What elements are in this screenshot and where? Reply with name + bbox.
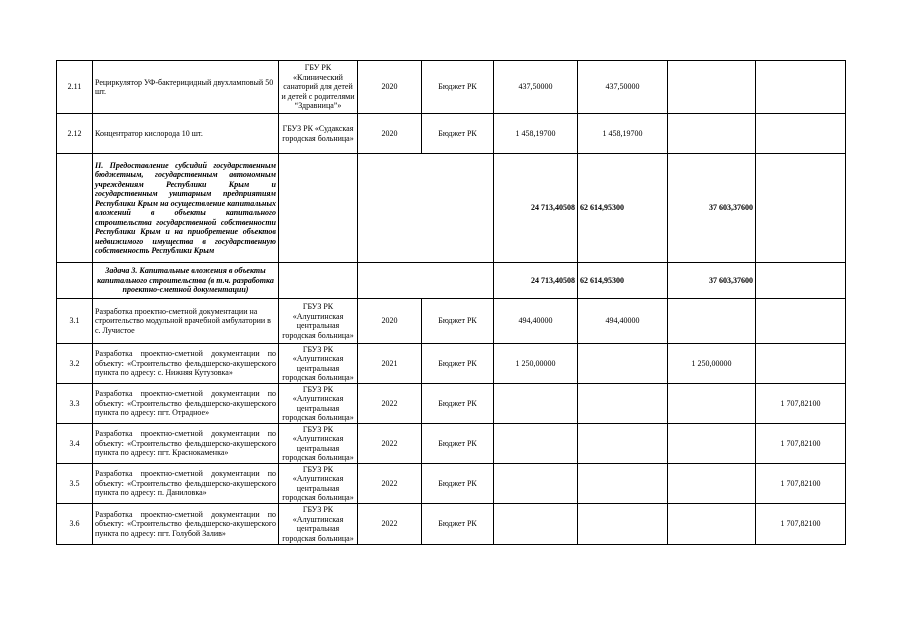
y2020-cell: 437,50000 (578, 61, 668, 114)
executor-org: ГБУЗ РК «Алуштинская центральная городская больница» (279, 344, 358, 384)
year-cell: 2022 (358, 464, 422, 504)
y2020-cell: 494,40000 (578, 299, 668, 344)
row-number: 3.5 (57, 464, 93, 504)
y2021-cell (668, 384, 756, 424)
year-cell: 2020 (358, 61, 422, 114)
funding-source: Бюджет РК (422, 61, 494, 114)
item-name: Разработка проектно-сметной документации на строительство модульной врачебной амбулатории в с. Лучистое (93, 299, 279, 344)
total-cell (494, 464, 578, 504)
table-row (57, 384, 846, 424)
section-total-2020: 24 713,40508 (494, 154, 578, 263)
total-cell: 1 458,19700 (494, 114, 578, 154)
task-total-2020: 24 713,40508 (494, 263, 578, 299)
year-cell: 2021 (358, 344, 422, 384)
year-cell: 2022 (358, 504, 422, 545)
total-cell (494, 384, 578, 424)
item-name: Разработка проектно-сметной документации по объекту: «Строительство фельдшерско-акушерского пункта по адресу: с. Нижняя Кутузовка» (93, 344, 279, 384)
total-cell: 437,50000 (494, 61, 578, 114)
table-row (57, 344, 846, 384)
executor-org: ГБУ РК «Клинический санаторий для детей и детей с родителями “Здравница”» (279, 61, 358, 114)
y2022-cell: 1 707,82100 (756, 424, 846, 464)
y2020-cell (578, 464, 668, 504)
row-number: 3.1 (57, 299, 93, 344)
row-number: 3.4 (57, 424, 93, 464)
item-name: Концентратор кислорода 10 шт. (93, 114, 279, 154)
y2021-cell (668, 114, 756, 154)
task-total-2022: 37 603,37600 (668, 263, 756, 299)
year-cell: 2022 (358, 384, 422, 424)
y2021-cell (668, 61, 756, 114)
section-row (57, 154, 846, 263)
funding-source: Бюджет РК (422, 424, 494, 464)
empty-cell (57, 154, 93, 263)
executor-org: ГБУЗ РК «Алуштинская центральная городская больница» (279, 299, 358, 344)
funding-source: Бюджет РК (422, 384, 494, 424)
funding-source: Бюджет РК (422, 504, 494, 545)
table-row (57, 504, 846, 545)
y2022-cell: 1 707,82100 (756, 384, 846, 424)
empty-cell (756, 154, 846, 263)
empty-cell (279, 154, 358, 263)
y2021-cell (668, 424, 756, 464)
funding-source: Бюджет РК (422, 464, 494, 504)
y2021-cell (668, 299, 756, 344)
total-cell (494, 504, 578, 545)
task-total-2021: 62 614,95300 (578, 263, 668, 299)
year-cell: 2020 (358, 114, 422, 154)
executor-org: ГБУЗ РК «Алуштинская центральная городская больница» (279, 424, 358, 464)
row-number: 3.3 (57, 384, 93, 424)
section-total-2022: 37 603,37600 (668, 154, 756, 263)
task-row (57, 263, 846, 299)
y2022-cell (756, 61, 846, 114)
item-name: Разработка проектно-сметной документации по объекту: «Строительство фельдшерско-акушерского пункта по адресу: пгт. Отрадное» (93, 384, 279, 424)
table-row (57, 464, 846, 504)
executor-org: ГБУЗ РК «Алуштинская центральная городская больница» (279, 504, 358, 545)
item-name: Разработка проектно-сметной документации по объекту: «Строительство фельдшерско-акушерского пункта по адресу: пгт. Голубой Залив» (93, 504, 279, 545)
budget-table (56, 60, 846, 545)
empty-cell (756, 263, 846, 299)
y2021-cell: 1 250,00000 (668, 344, 756, 384)
item-name: Разработка проектно-сметной документации по объекту: «Строительство фельдшерско-акушерского пункта по адресу: пгт. Краснокаменка» (93, 424, 279, 464)
row-number: 3.2 (57, 344, 93, 384)
empty-cell (57, 263, 93, 299)
y2022-cell: 1 707,82100 (756, 504, 846, 545)
item-name: Разработка проектно-сметной документации по объекту: «Строительство фельдшерско-акушерского пункта по адресу: п. Даниловка» (93, 464, 279, 504)
table-row (57, 114, 846, 154)
row-number: 2.11 (57, 61, 93, 114)
empty-cell (358, 263, 494, 299)
funding-source: Бюджет РК (422, 299, 494, 344)
y2021-cell (668, 504, 756, 545)
y2020-cell (578, 344, 668, 384)
year-cell: 2020 (358, 299, 422, 344)
section-title: II. Предоставление субсидий государственным бюджетным, государственным автономным учреждениям Республики Крым и государственным унитарным предприятиям Республики Крым на осуществление капитальных вложений в объекты капитального строительства государственной собственности Республики Крым и на приобретение объектов недвижимого имущества в государственную собственность Республики Крым (93, 154, 279, 263)
total-cell: 1 250,00000 (494, 344, 578, 384)
y2020-cell (578, 424, 668, 464)
section-total-2021: 62 614,95300 (578, 154, 668, 263)
funding-source: Бюджет РК (422, 344, 494, 384)
table-row (57, 424, 846, 464)
row-number: 3.6 (57, 504, 93, 545)
task-title: Задача 3. Капитальные вложения в объекты капитального строительства (в т.ч. разработка проектно-сметной документации) (93, 263, 279, 299)
table-row (57, 61, 846, 114)
total-cell (494, 424, 578, 464)
y2020-cell (578, 504, 668, 545)
y2020-cell: 1 458,19700 (578, 114, 668, 154)
executor-org: ГБУЗ РК «Судакская городская больница» (279, 114, 358, 154)
y2022-cell (756, 344, 846, 384)
executor-org: ГБУЗ РК «Алуштинская центральная городская больница» (279, 384, 358, 424)
y2021-cell (668, 464, 756, 504)
empty-cell (279, 263, 358, 299)
year-cell: 2022 (358, 424, 422, 464)
funding-source: Бюджет РК (422, 114, 494, 154)
y2020-cell (578, 384, 668, 424)
table-row (57, 299, 846, 344)
y2022-cell (756, 114, 846, 154)
total-cell: 494,40000 (494, 299, 578, 344)
y2022-cell (756, 299, 846, 344)
y2022-cell: 1 707,82100 (756, 464, 846, 504)
empty-cell (358, 154, 494, 263)
row-number: 2.12 (57, 114, 93, 154)
executor-org: ГБУЗ РК «Алуштинская центральная городская больница» (279, 464, 358, 504)
item-name: Рециркулятор УФ-бактерицидный двухламповый 50 шт. (93, 61, 279, 114)
